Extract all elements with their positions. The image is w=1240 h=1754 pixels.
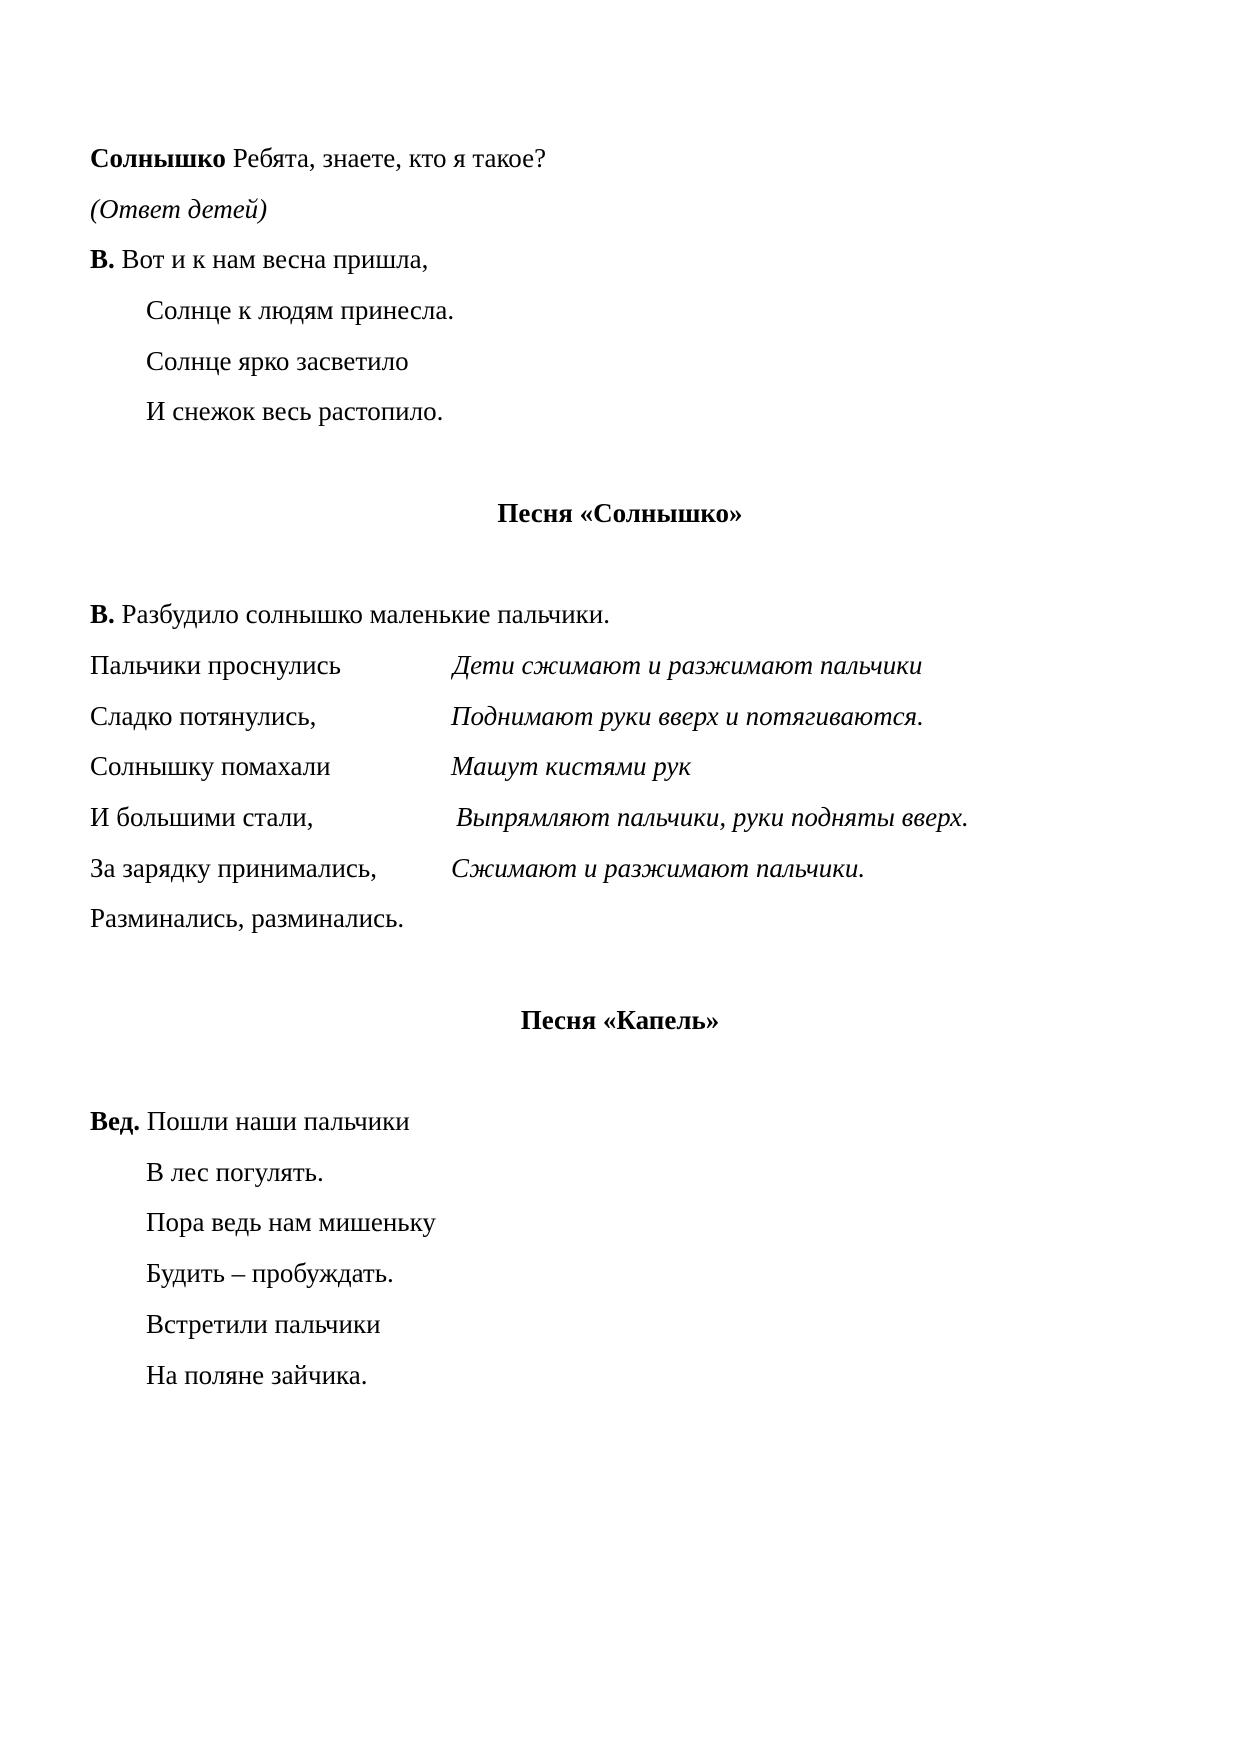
verse-line: За зарядку принимались, — [90, 852, 377, 883]
action: Дети сжимают и разжимают пальчики — [453, 649, 923, 680]
verse-line: И большими стали, — [90, 801, 314, 832]
verse-line: В лес погулять. — [146, 1156, 324, 1187]
verse-line: Пальчики проснулись — [90, 649, 341, 680]
action: Выпрямляют пальчики, руки подняты вверх. — [456, 801, 969, 832]
answer: (Ответ детей) — [90, 193, 268, 224]
exercise-row — [0, 843, 1240, 894]
exercise-row — [0, 640, 1240, 691]
verse-line: Солнышку помахали — [90, 751, 331, 782]
exercise-row — [0, 691, 1240, 742]
verse-line: Будить – пробуждать. — [146, 1258, 394, 1289]
exercise-row — [0, 741, 1240, 792]
verse-line: Солнце ярко засветило — [146, 345, 409, 376]
speaker: Солнышко — [90, 143, 226, 173]
exercise-row — [0, 792, 1240, 843]
verse-line: Встретили пальчики — [146, 1308, 381, 1339]
speech: Ребята, знаете, кто я такое? — [232, 143, 547, 173]
action: Сжимают и разжимают пальчики. — [451, 852, 866, 883]
song-heading: Песня «Капель» — [520, 1004, 720, 1035]
speaker: Вед. — [90, 1106, 141, 1137]
verse-line: Солнце к людям принесла. — [146, 295, 455, 326]
action: Машут кистями рук — [451, 751, 691, 782]
line — [0, 133, 1240, 184]
speaker: В. — [90, 244, 115, 275]
exercise-row — [0, 893, 1240, 944]
line — [0, 234, 1240, 285]
stage-direction — [0, 184, 1240, 235]
verse-line: Разминались, разминались. — [90, 903, 405, 934]
action: Поднимают руки вверх и потягиваются. — [451, 700, 924, 731]
song-heading: Песня «Солнышко» — [497, 497, 743, 528]
verse-line: Пошли наши пальчики — [146, 1106, 410, 1137]
speech: Разбудило солнышко маленькие пальчики. — [121, 599, 610, 630]
line — [0, 589, 1240, 640]
line — [0, 1096, 1240, 1147]
verse-line: Вот и к нам весна пришла, — [121, 244, 429, 275]
verse-line: Пора ведь нам мишеньку — [146, 1207, 436, 1238]
speaker: В. — [90, 599, 115, 630]
verse-line: И снежок весь растопило. — [146, 396, 444, 427]
verse-line: Сладко потянулись, — [90, 700, 317, 731]
verse-line: На поляне зайчика. — [146, 1359, 368, 1390]
